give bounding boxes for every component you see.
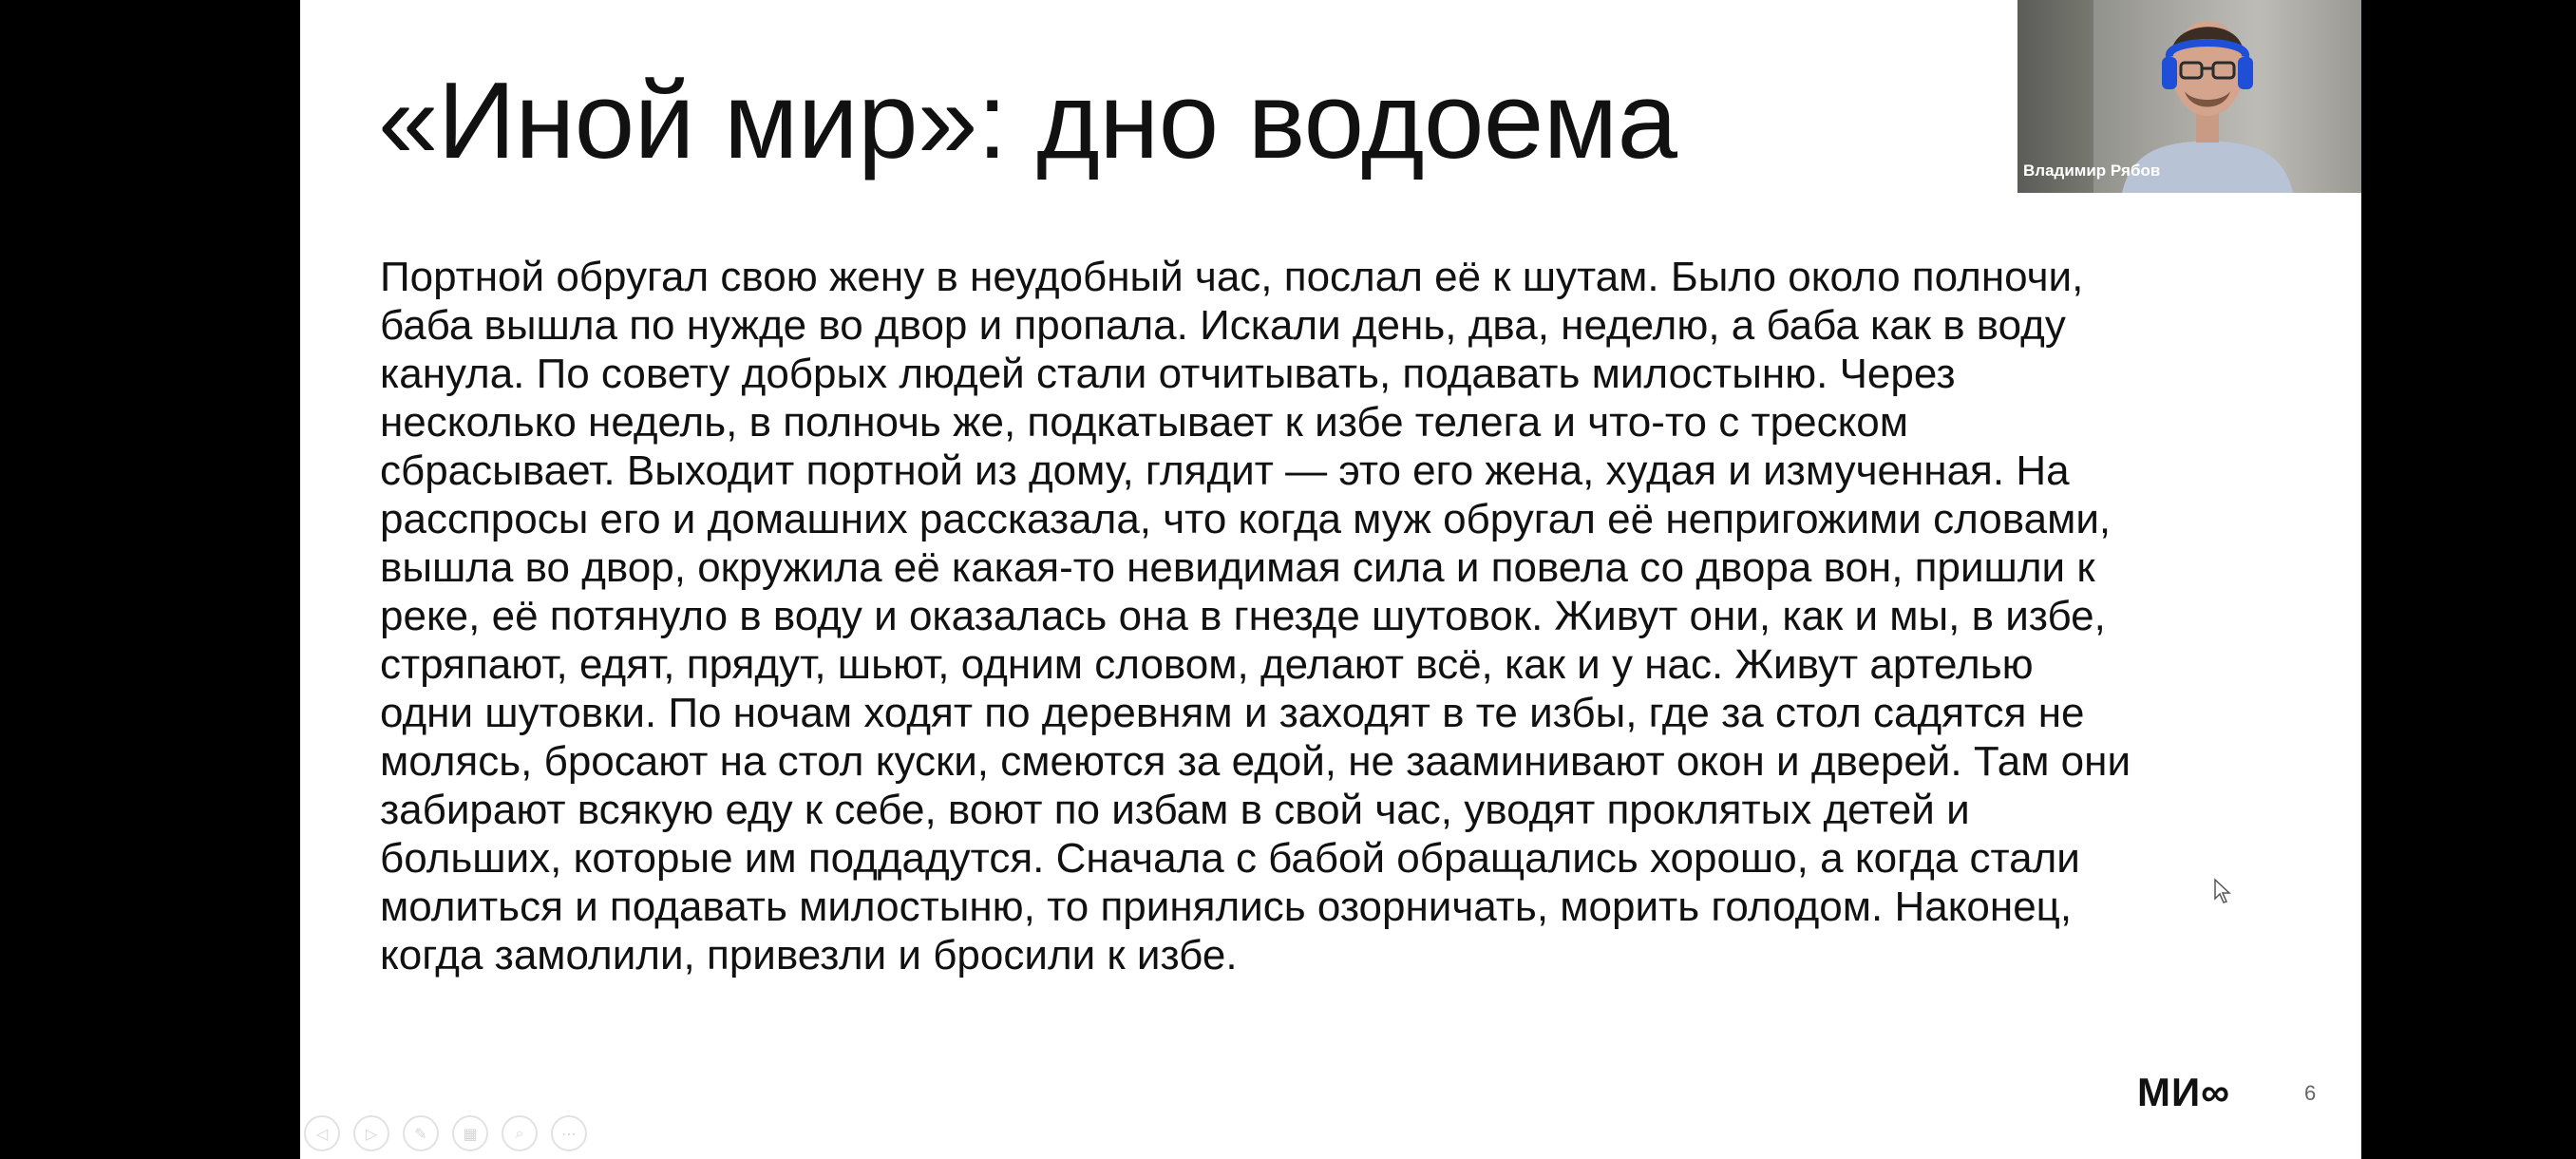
mouse-cursor-icon (2213, 878, 2234, 904)
body-line: одни шутовки. По ночам ходят по деревням и заходят в те избы, где за стол садятся не (380, 690, 2085, 736)
body-line: сбрасывает. Выходит портной из дому, глядит — это его жена, худая и измученная. На (380, 447, 2070, 494)
body-line: забирают всякую еду к себе, воют по избам в свой час, уводят проклятых детей и (380, 787, 1970, 833)
arrow-right-icon: ▷ (365, 1124, 378, 1143)
zoom-button[interactable] (502, 1115, 538, 1151)
pen-icon: ✎ (414, 1124, 427, 1143)
slide-page-number: 6 (2304, 1081, 2317, 1105)
body-line: несколько недель, в полночь же, подкатывает к избе телега и что-то с треском (380, 399, 1909, 446)
body-line: баба вышла по нужде во двор и пропала. Искали день, два, неделю, а баба как в воду (380, 302, 2066, 349)
body-line: расспросы его и домашних рассказала, что когда муж обругал её непригожими словами, (380, 496, 2112, 542)
body-line: реке, её потянуло в воду и оказалась она в гнезде шутовок. Живут они, как и мы, в избе, (380, 593, 2106, 639)
body-line: стряпают, едят, прядут, шьют, одним словом, делают всё, как и у нас. Живут артелью (380, 641, 2034, 688)
more-options-button[interactable] (551, 1115, 587, 1151)
body-line: молясь, бросают на стол куски, смеются за едой, не зааминивают окон и дверей. Там они (380, 738, 2131, 785)
previous-slide-button[interactable] (304, 1115, 340, 1151)
see-all-slides-button[interactable] (452, 1115, 488, 1151)
body-line: канула. По совету добрых людей стали отчитывать, подавать милостыню. Через (380, 351, 1956, 397)
slide-body-text (380, 253, 2299, 979)
next-slide-button[interactable] (353, 1115, 389, 1151)
ellipsis-icon: ⋯ (561, 1124, 577, 1143)
body-line: молиться и подавать милостыню, то принялись озорничать, морить голодом. Наконец, (380, 884, 2073, 930)
body-line: вышла во двор, окружила её какая-то невидимая сила и повела со двора вон, пришли к (380, 544, 2095, 591)
slideshow-toolbar (304, 1115, 587, 1151)
body-line: Портной обругал свою жену в неудобный час, послал её к шутам. Было около полночи, (380, 254, 2084, 300)
pen-tool-button[interactable] (403, 1115, 439, 1151)
grid-icon: ▦ (463, 1124, 478, 1143)
participant-name-label: Владимир Рябов (2023, 162, 2161, 180)
body-line: когда замолили, привезли и бросили к избе. (380, 932, 1238, 978)
slide-title: «Иной мир»: дно водоема (378, 61, 1677, 181)
body-line: больших, которые им поддадутся. Сначала с бабой обращались хорошо, а когда стали (380, 835, 2080, 882)
participant-video-tile[interactable] (2017, 0, 2361, 193)
magnifier-icon: ⌕ (515, 1124, 524, 1142)
arrow-left-icon: ◁ (315, 1124, 329, 1143)
brand-logo: МИ∞ (2137, 1070, 2231, 1114)
